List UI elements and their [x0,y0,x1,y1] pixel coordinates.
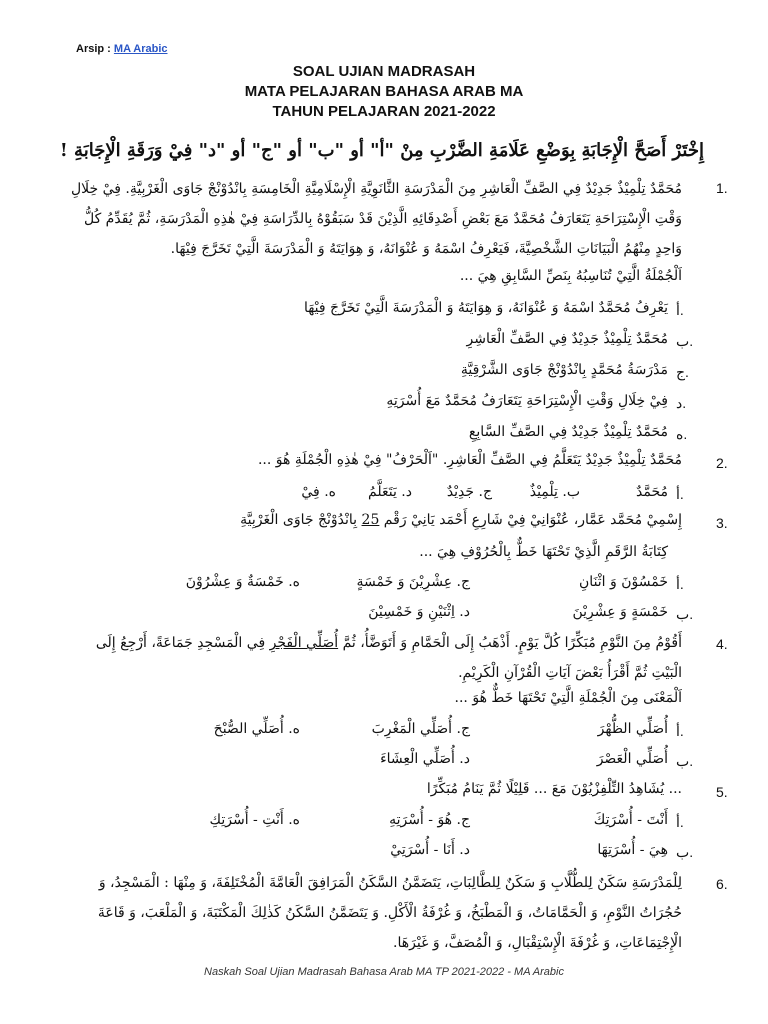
q3-underlined-number: 25 [361,512,380,528]
exam-header [0,62,768,122]
question-6-number: 6. [716,876,728,892]
q4-text-after: فِي الْمَسْجِدِ جَمَاعَةً، أَرْجِعُ إِلَى الْبَيْتِ ثُمَّ أَقْرَأُ بَعْضَ آيَاتِ الْقُرْآنِ الْكَرِيْمِ. [95,635,682,681]
question-1-stem: اَلْجُمْلَةُ الَّتِيْ تُنَاسِبُهُ بِنَصِّ السَّابِقِ هِيَ ... [459,268,682,284]
q2-option-d[interactable]: د. يَتَعَلَّمُ [368,484,412,500]
q3-text-after: بِانْدُوْنْجْ جَاوَى الْغَرْبِيَّةِ [240,512,362,528]
q3-option-a[interactable]: خَمْسُوْنَ وَ اثْنَانِ [579,574,668,590]
q2-option-a[interactable]: مُحَمَّدٌ [636,484,668,500]
question-3-text [62,512,682,528]
q5-option-a[interactable]: أَنْتَ - أُسْرَتِكَ [593,812,668,828]
q1-option-c-letter: ج. [676,364,689,380]
question-4-stem: اَلْمَعْنَى مِنَ الْجُمْلَةِ الَّتِيْ تَحْتَهَا خَطٌّ هُوَ ... [454,690,682,706]
question-1-number: 1. [716,180,728,196]
question-2-stem: مُحَمَّدٌ تِلْمِيْذٌ جَدِيْدٌ يَتَعَلَّمُ فِي الصَّفِّ الْعَاشِرِ. "اَلْحَرْفُ" فِيْ هٰذِهِ الْجُمْلَةِ هُوَ ... [257,452,682,468]
page-footer: Naskah Soal Ujian Madrasah Bahasa Arab MA TP 2021-2022 - MA Arabic [204,966,564,978]
instruction: إِخْتَرْ أَصَحَّ الْإِجَابَةِ بِوَضْعِ عَلَامَةِ الضَّرْبِ مِنْ "أ" أو "ب" أو "ج" أو "د" فِيْ وَرَقَةِ الْإِجَابَةِ ! [59,140,704,161]
q4-option-e[interactable]: ه. أُصَلِّي الصُّبْحَ [213,721,300,737]
q3-option-c[interactable]: ج. عِشْرِيْنَ وَ خَمْسَةٍ [356,574,470,590]
q2-option-e[interactable]: ه. فِيْ [301,484,336,500]
q4-option-b[interactable]: أُصَلِّي الْعَصْرَ [596,751,668,767]
q3-text-before: إِسْمِيْ مُحَمَّد عَمَّار، عُنْوَانِيْ فِيْ شَارِعِ أَحْمَد يَانِيْ رَقْم [379,512,682,528]
q2-option-a-letter: أ. [676,486,684,502]
q5-option-a-letter: أ. [676,814,684,830]
q3-option-b[interactable]: خَمْسَةٍ وَ عِشْرِيْنَ [572,604,668,620]
q3-option-a-letter: أ. [676,576,684,592]
q1-option-d-letter: د. [676,395,687,411]
question-3-stem: كِتَابَةُ الرَّقَمِ الَّذِيْ تَحْتَهَا خَطٌّ بِالْحُرُوْفِ هِيَ ... [419,544,668,560]
q5-option-b-letter: ب. [676,844,694,860]
q5-option-b[interactable]: هِيَ - أُسْرَتِهَا [597,842,668,858]
archive-link[interactable]: MA Arabic [113,43,168,55]
archive-line [76,43,168,55]
header-line-3: TAHUN PELAJARAN 2021-2022 [272,103,496,120]
q4-option-b-letter: ب. [676,753,694,769]
q3-option-e[interactable]: ه. خَمْسَةٌ وَ عِشْرُوْنَ [185,574,300,590]
question-5-number: 5. [716,784,728,800]
q4-underlined-phrase: أُصَلِّي الْفَجْرِ [269,635,339,651]
question-4-text [62,628,682,688]
q5-option-d[interactable]: د. أَنَا - أُسْرَتِيْ [390,842,470,858]
header-line-2: MATA PELAJARAN BAHASA ARAB MA [244,83,524,100]
question-5-stem: ... يُشَاهِدُ التِّلْفِزْيُوْنَ مَعَ ... قَلِيْلًا ثُمَّ يَنَامُ مُبَكِّرًا [426,781,682,797]
q3-option-b-letter: ب. [676,606,694,622]
q3-option-d[interactable]: د. اِثْنَيْنِ وَ خَمْسِيْنَ [368,604,470,620]
q2-option-c[interactable]: ج. جَدِيْدٌ [446,484,492,500]
q4-option-d[interactable]: د. أُصَلِّي الْعِشَاءَ [380,751,470,767]
q5-option-e[interactable]: ه. أَنْتِ - أُسْرَتِكِ [209,812,300,828]
question-3-number: 3. [716,515,728,531]
q4-option-a[interactable]: أُصَلِّي الظُّهْرَ [597,721,668,737]
q1-option-d[interactable]: فِيْ خِلَالِ وَقْتِ الْإِسْتِرَاحَةِ يَتَعَارَفُ مُحَمَّدٌ مَعَ أُسْرَتِهِ [386,393,668,409]
q4-text-before: أَقُوْمُ مِنَ النَّوْمِ مُبَكِّرًا كُلَّ يَوْمٍ. أَذْهَبُ إِلَى الْحَمَّامِ وَ أَتَوَضَّأُ، ثُمَّ [338,635,682,651]
q1-option-a[interactable]: يَعْرِفُ مُحَمَّدٌ اسْمَهُ وَ عُنْوَانَهُ، وَ هِوَايَتَهُ وَ الْمَدْرَسَةَ الَّتِيْ تَخَرَّجَ فِيْهَا [303,300,668,316]
question-1-text: مُحَمَّدٌ تِلْمِيْذٌ جَدِيْدٌ فِي الصَّفِّ الْعَاشِرِ مِنَ الْمَدْرَسَةِ الثَّانَوِيَّةِ الْإِسْلَامِيَّةِ الْخَامِسَةِ بِانْدُوْنْجْ جَاوَى الْغَرْبِيَّةِ. فِيْ خِلَالِ وَقْتِ الْإِسْتِرَاحَةِ يَتَعَارَفُ مُحَمَّدٌ مَعَ بَعْضِ أَصْدِقَائِهِ الَّذِيْنَ قَدْ سَبَقُوْهُ بِالدِّرَاسَةِ فِيْ هٰذِهِ الْمَدْرَسَةِ، ثُمَّ يُقَدِّمُ كُلُّ وَاحِدٍ مِنْهُمُ الْبَيَانَاتِ الشَّخْصِيَّةَ، فَيَعْرِفُ اسْمَهُ وَ عُنْوَانَهُ، وَ هِوَايَتَهُ وَ الْمَدْرَسَةَ الَّتِيْ تَخَرَّجَ فِيْهَا. [70,181,682,257]
header-line-1: SOAL UJIAN MADRASAH [292,63,476,80]
q1-option-b-letter: ب. [676,333,694,349]
q1-option-b[interactable]: مُحَمَّدٌ تِلْمِيْذٌ جَدِيْدٌ فِي الصَّفِّ الْعَاشِرِ [466,331,668,347]
q1-option-e-letter: ه. [676,426,688,442]
q4-option-c[interactable]: ج. أُصَلِّي الْمَغْرِبَ [371,721,470,737]
q1-option-e[interactable]: مُحَمَّدٌ تِلْمِيْذٌ جَدِيْدٌ فِي الصَّفِّ السَّابِعِ [468,424,668,440]
question-2-number: 2. [716,455,728,471]
q2-option-b[interactable]: ب. تِلْمِيْذٌ [529,484,580,500]
q4-option-a-letter: أ. [676,723,684,739]
q1-option-a-letter: أ. [676,302,684,318]
question-4-number: 4. [716,636,728,652]
q5-option-c[interactable]: ج. هُوَ - أُسْرَتِهِ [389,812,470,828]
archive-label: Arsip : [76,43,111,55]
question-6-text: لِلْمَدْرَسَةِ سَكَنٌ لِلطُّلَّابِ وَ سَكَنٌ لِلطَّالِبَاتِ، يَتَضَمَّنُ السَّكَنُ الْمَرَافِقَ الْعَامَّةَ الْمُخْتَلِفَةَ، وَ مِنْهَا : الْمَسْجِدُ، وَ حُجُرَاتُ النَّوْمِ، وَ الْحَمَّامَاتُ، وَ الْمَطْبَخُ، وَ غُرْفَةُ الْأَكْلِ. وَ يَتَضَمَّنُ السَّكَنُ كَذٰلِكَ الْمَكْتَبَةَ، وَ الْمَلْعَبَ، وَ قَاعَةَ الْإِجْتِمَاعَاتِ، وَ غُرْفَةَ الْإِسْتِقْبَالِ، وَ الْمُصَفَّ، وَ غَيْرَهَا. [97,875,682,951]
q1-option-c[interactable]: مَدْرَسَةُ مُحَمَّدٍ بِانْدُوْنْجْ جَاوَى الشَّرْقِيَّةِ [460,362,668,378]
